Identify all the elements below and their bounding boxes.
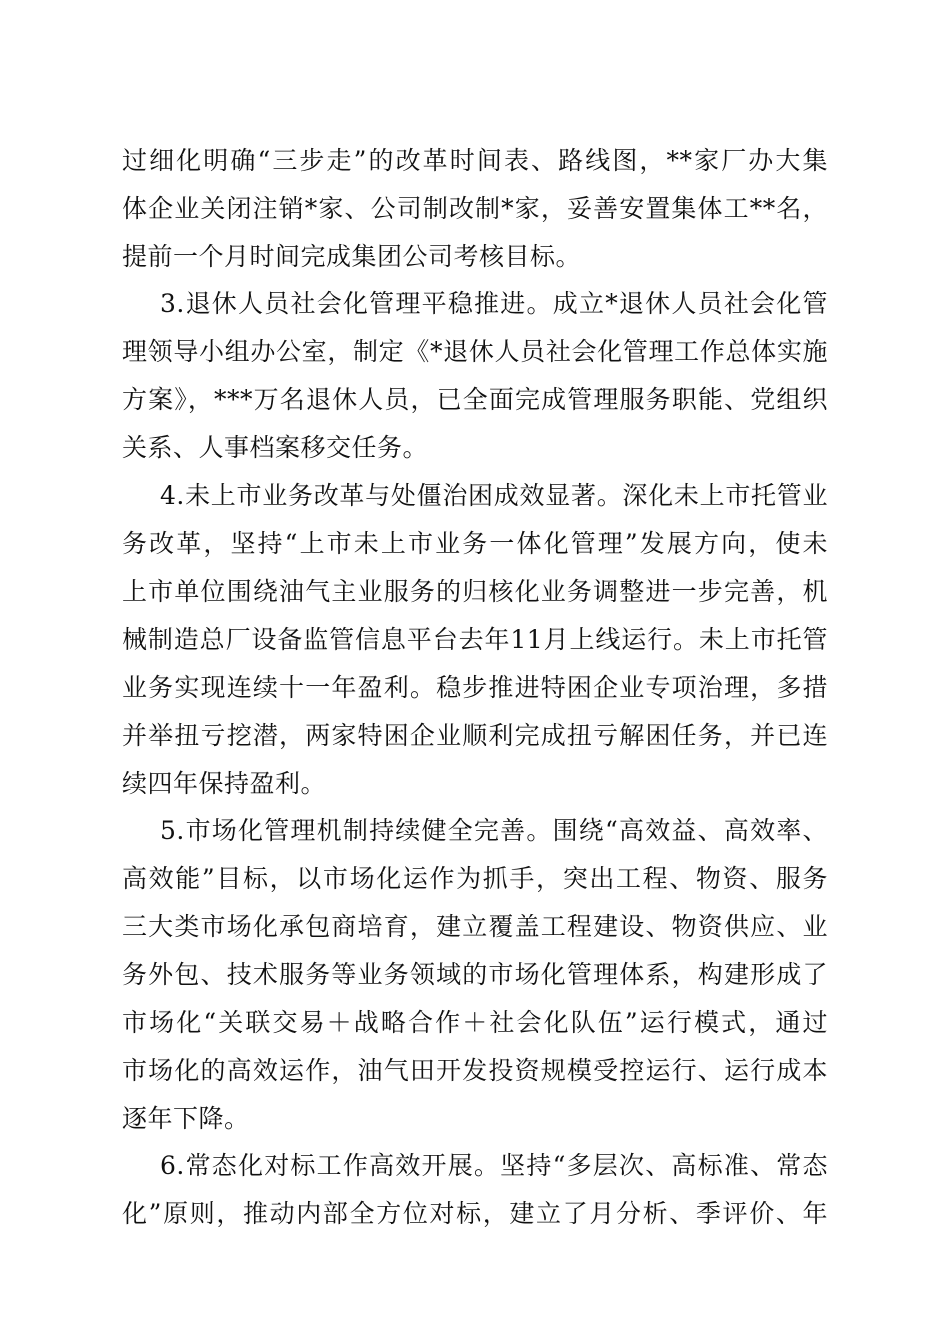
section-heading-line: 3.退休人员社会化管理平稳推进。成立*退休人员社会化管 bbox=[160, 289, 828, 318]
text-line: 续四年保持盈利。 bbox=[122, 769, 327, 798]
text-line: 方案》，***万名退休人员，已全面完成管理服务职能、党组织 bbox=[122, 385, 828, 414]
text-line: 理领导小组办公室，制定《*退休人员社会化管理工作总体实施 bbox=[122, 337, 828, 366]
text-line: 三大类市场化承包商培育，建立覆盖工程建设、物资供应、业 bbox=[122, 912, 828, 941]
text-line: 上市单位围绕油气主业服务的归核化业务调整进一步完善，机 bbox=[122, 577, 828, 606]
section-heading-line: 4.未上市业务改革与处僵治困成效显著。深化未上市托管业 bbox=[160, 481, 828, 510]
text-line: 市场化“关联交易＋战略合作＋社会化队伍”运行模式，通过 bbox=[122, 1008, 828, 1037]
text-line: 业务实现连续十一年盈利。稳步推进特困企业专项治理，多措 bbox=[122, 673, 828, 702]
text-line: 高效能”目标，以市场化运作为抓手，突出工程、物资、服务 bbox=[122, 864, 828, 893]
text-line: 关系、人事档案移交任务。 bbox=[122, 433, 429, 462]
text-line: 务改革，坚持“上市未上市业务一体化管理”发展方向，使未 bbox=[122, 529, 828, 558]
text-line: 务外包、技术服务等业务领域的市场化管理体系，构建形成了 bbox=[122, 960, 828, 989]
text-line: 械制造总厂设备监管信息平台去年11月上线运行。未上市托管 bbox=[122, 625, 828, 654]
text-line: 并举扭亏挖潜，两家特困企业顺利完成扭亏解困任务，并已连 bbox=[122, 721, 828, 750]
text-line: 逐年下降。 bbox=[122, 1104, 250, 1133]
text-line: 市场化的高效运作，油气田开发投资规模受控运行、运行成本 bbox=[122, 1056, 828, 1085]
text-line: 化”原则，推动内部全方位对标，建立了月分析、季评价、年 bbox=[122, 1199, 828, 1228]
text-line: 过细化明确“三步走”的改革时间表、路线图，**家厂办大集 bbox=[122, 146, 828, 175]
section-heading-line: 5.市场化管理机制持续健全完善。围绕“高效益、高效率、 bbox=[160, 816, 828, 845]
section-heading-line: 6.常态化对标工作高效开展。坚持“多层次、高标准、常态 bbox=[160, 1151, 828, 1180]
text-line: 提前一个月时间完成集团公司考核目标。 bbox=[122, 242, 582, 271]
text-line: 体企业关闭注销*家、公司制改制*家，妥善安置集体工**名， bbox=[122, 194, 828, 223]
